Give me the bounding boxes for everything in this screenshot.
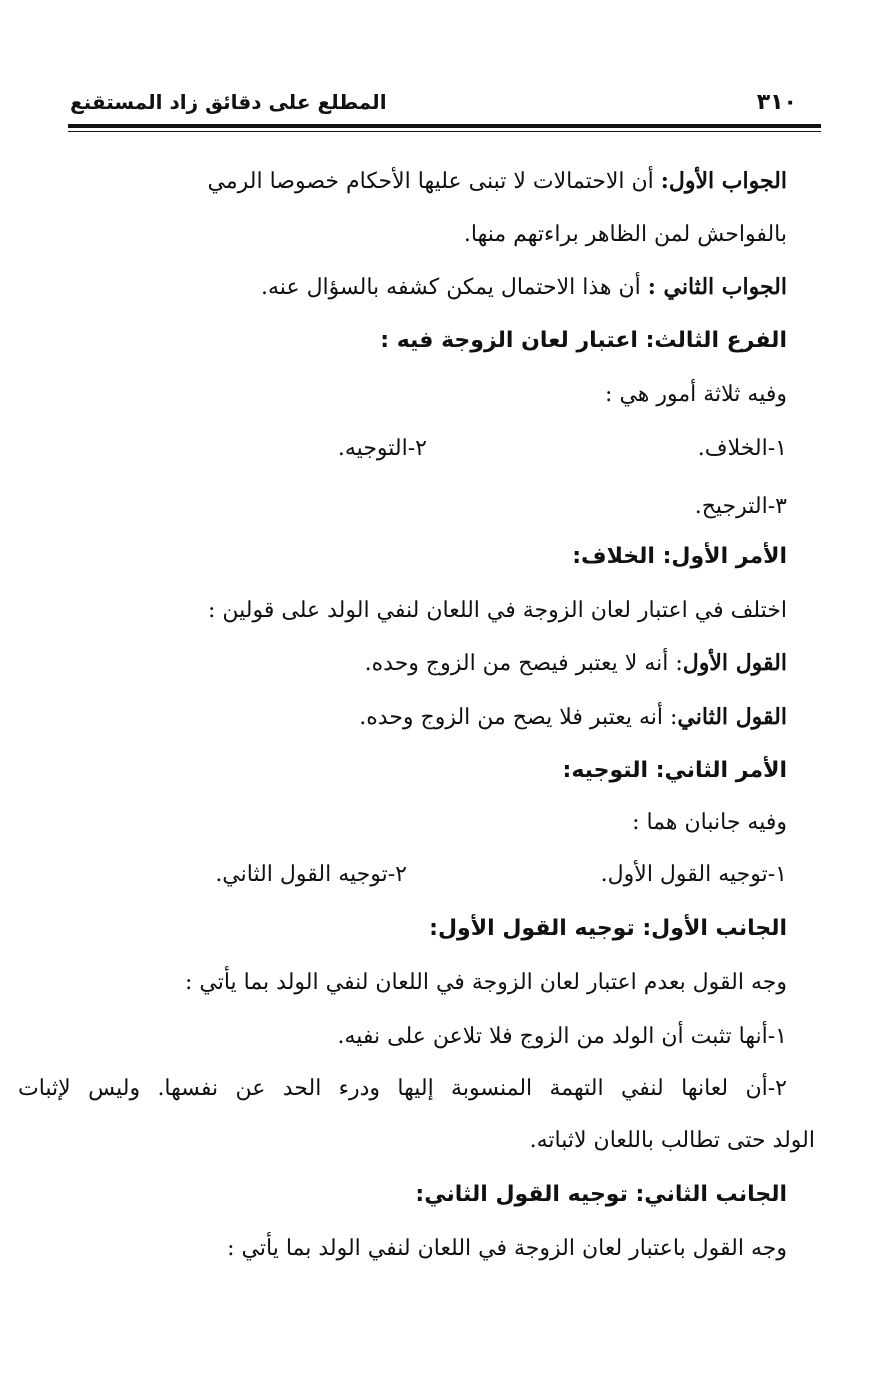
answer-two-label: الجواب الثاني : <box>647 274 787 300</box>
header-rule-thin <box>68 131 821 132</box>
subheading-first-matter: الأمر الأول: الخلاف: <box>572 544 787 569</box>
paragraph-answer-two <box>261 274 787 301</box>
answer-one-text: أن الاحتمالات لا تبنى عليها الأحكام خصوصا الرمي <box>207 169 661 194</box>
paragraph-answer-one <box>208 168 787 195</box>
book-title: المطلع على دقائق زاد المستقنع <box>70 90 387 114</box>
answer-one-continuation: بالفواحش لمن الظاهر براءتهم منها. <box>463 222 787 247</box>
running-header <box>70 90 797 122</box>
opinion-two <box>359 704 787 731</box>
list-item-justification: ٢-التوجيه. <box>337 436 427 461</box>
second-side-intro: وجه القول باعتبار لعان الزوجة في اللعان لنفي الولد بما يأتي : <box>227 1236 787 1261</box>
opinion-one-label: القول الأول <box>682 650 787 676</box>
subheading-first-side: الجانب الأول: توجيه القول الأول: <box>429 916 787 941</box>
first-side-point-two: ٢-أن لعانها لنفي التهمة المنسوبة إليها ودرء الحد عن نفسها. وليس لإثبات <box>18 1076 787 1101</box>
header-rule-thick <box>68 124 821 128</box>
answer-two-text: أن هذا الاحتمال يمكن كشفه بالسؤال عنه. <box>261 275 648 300</box>
section-heading-third-branch: الفرع الثالث: اعتبار لعان الزوجة فيه : <box>380 328 787 353</box>
first-side-point-one: ١-أنها تثبت أن الولد من الزوج فلا تلاعن على نفيه. <box>337 1024 787 1049</box>
page-number: ٣١٠ <box>756 90 797 115</box>
opinion-one-text: : أنه لا يعتبر فيصح من الزوج وحده. <box>364 651 683 676</box>
first-side-point-two-continuation: الولد حتى تطالب باللعان لاثباته. <box>529 1128 815 1153</box>
opinion-one <box>365 650 787 677</box>
subheading-second-side: الجانب الثاني: توجيه القول الثاني: <box>415 1182 787 1207</box>
list-item-disagreement: ١-الخلاف. <box>697 436 787 461</box>
matters-intro: وفيه ثلاثة أمور هي : <box>605 382 787 407</box>
first-side-intro: وجه القول بعدم اعتبار لعان الزوجة في اللعان لنفي الولد بما يأتي : <box>184 970 787 995</box>
opinion-two-text: : أنه يعتبر فلا يصح من الزوج وحده. <box>359 705 678 730</box>
list-item-first-side: ١-توجيه القول الأول. <box>600 862 787 887</box>
list-item-second-side: ٢-توجيه القول الثاني. <box>215 862 407 887</box>
list-item-preference: ٣-الترجيح. <box>694 494 787 519</box>
opinion-two-label: القول الثاني <box>677 704 787 730</box>
disagreement-intro: اختلف في اعتبار لعان الزوجة في اللعان لنفي الولد على قولين : <box>208 598 787 623</box>
sides-intro: وفيه جانبان هما : <box>632 810 787 835</box>
subheading-second-matter: الأمر الثاني: التوجيه: <box>562 758 787 783</box>
answer-one-label: الجواب الأول: <box>660 168 787 194</box>
